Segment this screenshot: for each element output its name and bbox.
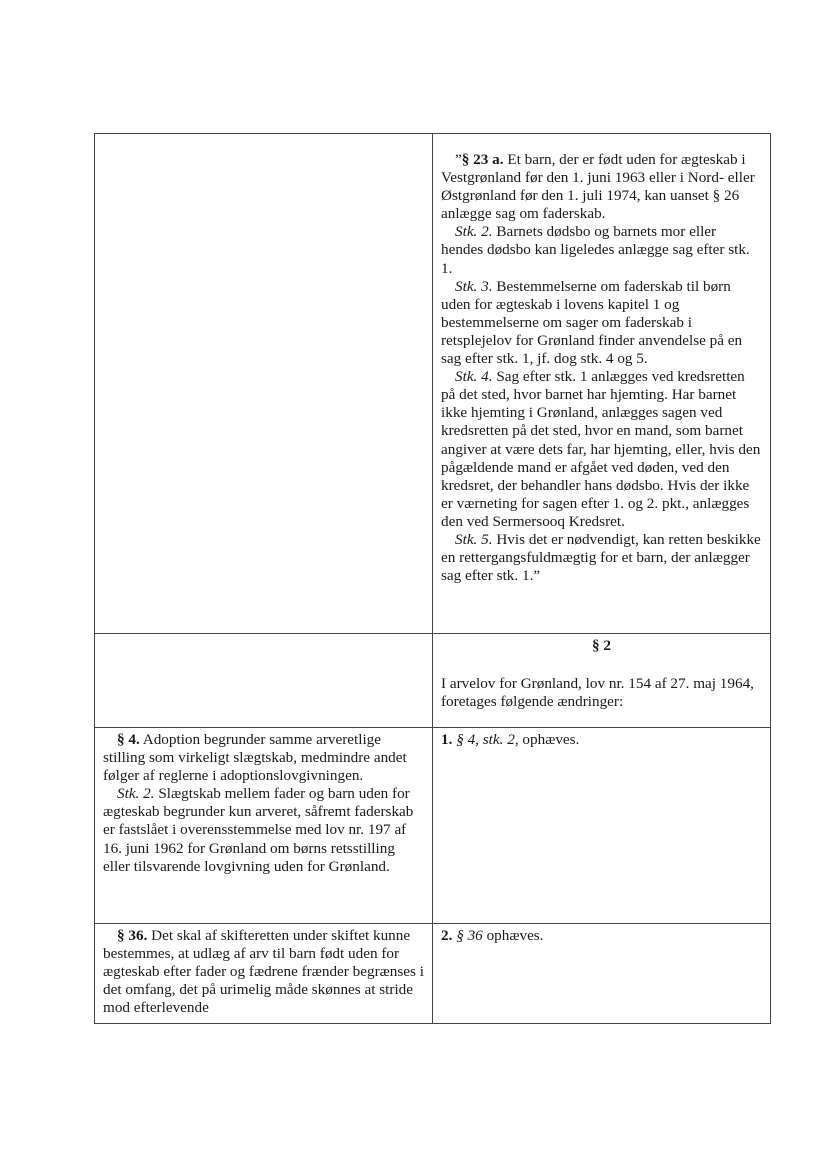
current-text-cell (95, 634, 433, 728)
subsection-2: Stk. 2. Slægtskab mellem fader og barn uden for ægteskab begrunder kun arveret, såfremt faderskab er fastslået i overensstemmelse med lov nr. 197 af 16. juni 1962 for Grønland om børns retsstilling eller tilsvarende lovgivning uden for Grønland. (103, 785, 414, 875)
subsection-label: Stk. 2. (455, 223, 493, 241)
section-number: § 4. (117, 731, 140, 748)
subsection-label: Stk. 4. (455, 368, 493, 386)
section-number: § 36. (117, 927, 148, 944)
table-row (95, 134, 771, 634)
amendment-reference: § 36 (456, 927, 483, 944)
subsection-label: Stk. 2. (117, 785, 155, 803)
paragraph-23a: ”§ 23 a. Et barn, der er født uden for ægteskab i Vestgrønland før den 1. juni 1963 eller i Nord- eller Østgrønland før den 1. juli 1974, kan uanset § 26 anlægge sag om faderskab. (441, 151, 755, 223)
subsection-label: Stk. 5. (455, 530, 493, 548)
subsection-3: Stk. 3. Bestemmelserne om faderskab til børn uden for ægteskab i lovens kapitel 1 og bestemmelserne om sager om faderskab i retsplejelov for Grønland finder anvendelse på en sag efter stk. 1, jf. dog stk. 4 og 5. (441, 277, 743, 368)
amendment-number: 2. (441, 927, 453, 944)
proposed-text-cell (433, 924, 771, 1024)
amendment-table (94, 133, 771, 1024)
paragraph-36: § 36. Det skal af skifteretten under skiftet kunne bestemmes, at udlæg af arv til barn født uden for ægteskab efter fader og fædrene frænder begrænses i det omfang, det på urimelig måde skønnes at stride mod efterlevende (103, 927, 424, 1017)
section-heading: § 2 (592, 637, 611, 654)
amendment-number: 1. (441, 731, 453, 748)
amendment-reference: § 4, stk. 2, (456, 731, 519, 748)
subsection-5: Stk. 5. Hvis det er nødvendigt, kan retten beskikke en rettergangsfuldmægtig for et barn, der anlægger sag efter stk. 1.” (441, 530, 761, 585)
proposed-text-cell (433, 634, 771, 728)
current-text-cell (95, 924, 433, 1024)
current-text-cell (95, 728, 433, 924)
subsection-4: Stk. 4. Sag efter stk. 1 anlægges ved kredsretten på det sted, hvor barnet har hjemting. Har barnet ikke hjemting i Grønland, anlægges sagen ved kredsretten på det sted, hvor en mand, som barnet angiver at være dets far, har hjemting, eller, hvis den pågældende mand er afgået ved døden, ved den kredsret, der behandler hans dødsbo. Hvis der ikke er værneting for sagen efter 1. og 2. pkt., anlægges den ved Sermersooq Kredsret. (441, 368, 761, 530)
amendment-1: 1. § 4, stk. 2, ophæves. (441, 731, 580, 748)
amendment-2: 2. § 36 ophæves. (441, 927, 544, 944)
current-text-cell (95, 134, 433, 634)
proposed-text-cell (433, 728, 771, 924)
subsection-label: Stk. 3. (455, 277, 493, 295)
proposed-text-cell (433, 134, 771, 634)
table-row (95, 728, 771, 924)
section-intro: I arvelov for Grønland, lov nr. 154 af 27. maj 1964, foretages følgende ændringer: (441, 675, 754, 711)
table-row (95, 634, 771, 728)
table-row (95, 924, 771, 1024)
subsection-2: Stk. 2. Barnets dødsbo og barnets mor eller hendes dødsbo kan ligeledes anlægge sag efter stk. 1. (441, 223, 750, 277)
paragraph-4: § 4. Adoption begrunder samme arveretlige stilling som virkeligt slægtskab, medmindre andet følger af reglerne i adoptionslovgivningen. (103, 731, 407, 785)
section-number: § 23 a. (461, 151, 504, 168)
